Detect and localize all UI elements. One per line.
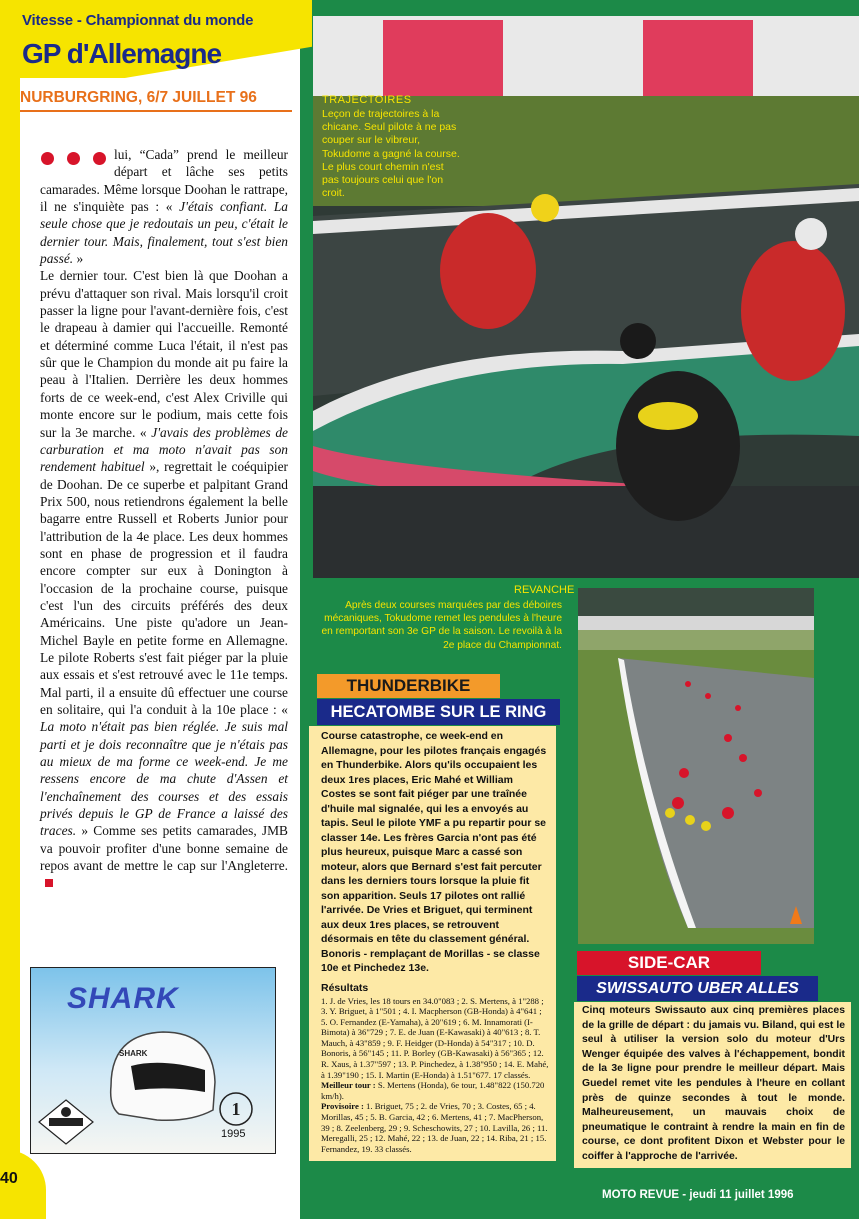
- award-year: 1995: [221, 1128, 246, 1140]
- thunderbike-title: HECATOMBE SUR LE RING: [317, 699, 560, 725]
- award-medal-icon: [217, 1090, 255, 1128]
- shark-logo: SHARK: [67, 982, 179, 1015]
- caption-body-revanche: Après deux courses marquées par des déboires mécaniques, Tokudome remet les pendules à l'heure en remportant son 3e GP de la saison. Le revoilà à la 2e place du Championnat.: [321, 600, 562, 651]
- svg-text:SHARK: SHARK: [119, 1049, 148, 1058]
- caption-title-revanche: REVANCHE: [514, 584, 575, 596]
- bullet-dots: [40, 146, 114, 168]
- caption-title-trajectoires: TRAJECTOIRES: [322, 94, 412, 106]
- paragraph-2: Le dernier tour. C'est bien là que Doohan a prévu d'attaquer son rival. Mais lorsqu'il croit passer la ligne pour l'avant-dernière fois, c'est le drapeau à damier qui l'accueille. Remonté et déterminé comme Luca l'était, il n'est pas sûr que le Champion du monde ait pu faire la peau à l'Italien. Derrière les deux hommes forts de ce week-end, c'est Alex Criville qui monte encore sur le podium, mais cette fois sur la 3e marche. « J'avais des problèmes de carburation et ma moto n'avait pas son rendement habituel », regrettait le coéquipier de Doohan. De ce superbe et palpitant Grand Prix 500, nous retiendrons également la belle bagarre entre Russell et Roberts Junior pour l'attribution de la 4e place. Les deux hommes sont en phase de progression et il faudra encore compter sur eux à Donington à l'occasion de la prochaine course, puisque c'est l'un des circuits préférés des deux Américains. Une piste qu'adore un Jean-Michel Bayle en petite forme en Allemagne. Le pilote Roberts s'est fait piéger par la pluie aux essais et s'est retrouvé avec le 11e temps. Mal parti, il a ensuite dû effectuer une course en solitaire, qui l'a conduit à la 10e place : « La moto n'était pas bien réglée. Je suis mal parti et je dois reconnaître que je n'étais pas au mieux de ma forme ce week-end. Je me ressens encore de ma chute d'Assen et l'enchaînement des courses et des essais privés depuis le GP de France a laissé des traces. » Comme ses petits camarades, JMB va pouvoir profiter d'une bonne semaine de repos avant de mettre le cap sur l'Angleterre.: [40, 267, 288, 891]
- thunderbike-tag: THUNDERBIKE: [317, 674, 500, 698]
- helmet-icon: [101, 1026, 219, 1126]
- paragraph-1: lui, “Cada” prend le meilleur départ et lâche ses petits camarades. Même lorsque Doohan le rattrape, il ne s'inquiète pas : « J'étais confiant. La seule chose que je redoutais un peu, c'était le dernier tour. Mais, finalement, tout s'est bien passé. »: [40, 147, 288, 267]
- left-margin-strip: [0, 0, 20, 1219]
- sidecar-title: SWISSAUTO UBER ALLES: [577, 976, 818, 1001]
- svg-text:1: 1: [231, 1099, 241, 1119]
- shark-advert[interactable]: [30, 967, 276, 1154]
- header-divider: [20, 110, 292, 112]
- sidecar-tag: SIDE-CAR: [577, 951, 761, 975]
- event-location: NURBURGRING, 6/7 JUILLET 96: [20, 89, 257, 106]
- thunderbike-box: [309, 726, 556, 1161]
- article-body: [40, 146, 288, 892]
- results-list: 1. J. de Vries, les 18 tours en 34.0"083 ; 2. S. Mertens, à 1"288 ; 3. Y. Briguet, à 1"501 ; 4. I. Macpherson (GB-Honda) à 4"641 ; 5. O. Fernandez (E-Yamaha), à 20"619 ; 6. M. Innamorati (I-Bimota) à 36"729 ; 7. E. de Juan (E-Kawasaki) à 40"613 ; 8. T. Mauch, à 43"859 ; 9. F. Heidger (D-Honda) à 54"317 ; 10. D. Bonoris, à 56"145 ; 11. P. Borley (GB-Kawasaki) à 56"365 ; 12. R. Xaus, à 1.37"597 ; 13. P. Pinchedez, à 1.38"950 ; 14. E. Mahé, à 1.39"190 ; 15. I. Martin (E-Honda) à 1.51"677. 17 classés. Meilleur tour : S. Mertens (Honda), 6e tour, 1.48"822 (150.720 km/h). Provisoire : 1. Briguet, 75 ; 2. de Vries, 70 ; 3. Costes, 65 ; 4. Morillas, 45 ; 5. B. Garcia, 42 ; 6. Mertens, 41 ; 7. MacPherson, 39 ; 8. Zeelenberg, 29 ; 9. Scheschowits, 27 ; 10. Lavilla, 26 ; 11. Meregalli, 25 ; 12. Mahé, 22 ; 13. de Juan, 22 ; 14. Riba, 21 ; 15. Fernandez, 19. 33 classés.: [321, 995, 549, 1154]
- section-kicker: Vitesse - Championnat du monde: [22, 12, 254, 29]
- page-number: 40: [0, 1170, 18, 1187]
- end-mark: [45, 879, 53, 887]
- caption-body-trajectoires: Leçon de trajectoires à la chicane. Seul pilote à ne pas couper sur le vibreur, Tokudome a gagné la course. Le plus court chemin n'est pas toujours celui que l'on croit.: [322, 108, 460, 200]
- thunderbike-body: Course catastrophe, ce week-end en Allemagne, pour les pilotes français engagés en Thunderbike. Alors qu'ils occupaient les deux 1res places, Eric Mahé et William Costes se sont fait piéger par une traînée d'huile mal signalée, qui les a envoyés au tapis. Seul le pilote YMF a pu repartir pour se classer 14e. Les frères Garcia n'ont pas été plus heureux, puisque Marc a cassé son moteur, alors que Bernard s'est fait percuter dans les derniers tours lorsque la pluie fit son apparition. Seuls 17 pilotes ont rallié l'arrivée. De Vries et Briguet, qui terminent aux deux 1res places, se retrouvent désormais en tête du classement général. Bonoris - remplaçant de Morillas - se classe 10e et Pinchedez 13e.: [321, 730, 547, 974]
- footer-issue: MOTO REVUE - jeudi 11 juillet 1996: [602, 1189, 794, 1201]
- sidecar-body: Cinq moteurs Swissauto aux cinq premières places de la grille de départ : du jamais vu. Biland, qui est le seul à utiliser la version solo du moteur d'Urs Wenger équipée des valves à l'échappement, bondit de la 3e ligne pour prendre le meilleur départ. Mais Guedel remet vite les pendules à l'heure en collant près de quinze secondes à tout le monde. Malheureusement, un mauvais choix de pneumatique le contraint à rendre la main en fin de course, ce dont profitent Dixon et Webster pour le coiffer à l'approche de l'arrivée.: [574, 1002, 851, 1168]
- race-scene: [578, 588, 814, 944]
- photo-race-start: [578, 588, 814, 944]
- page-title: GP d'Allemagne: [22, 38, 222, 69]
- results-heading: Résultats: [321, 981, 369, 994]
- helmtest-badge-icon: [37, 1098, 95, 1146]
